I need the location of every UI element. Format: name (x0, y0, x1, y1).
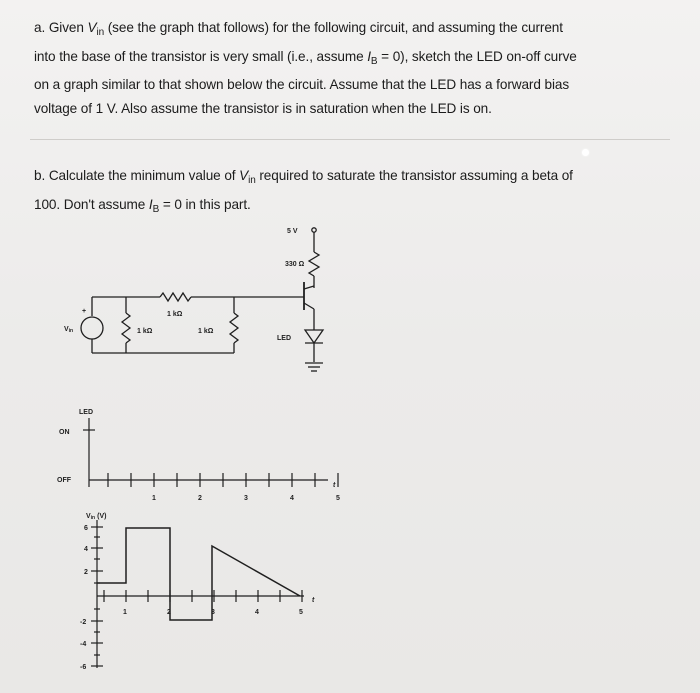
led-off-label: OFF (57, 477, 71, 484)
text-segment: voltage of 1 V. Also assume the transistor is in saturation when the LED is on. (34, 100, 492, 116)
math-sub: B (152, 203, 160, 215)
led-x-tick-label: 3 (244, 495, 248, 502)
vin-x-tick-label: 4 (255, 609, 259, 616)
led-on-label: ON (59, 429, 70, 436)
led-x-tick-label: 5 (336, 495, 340, 502)
text-segment: = 0), sketch the LED on-off curve (377, 48, 577, 64)
led-graph-t-label: t (333, 482, 336, 489)
vin-x-tick-label: 3 (211, 609, 215, 616)
math-sub: in (248, 175, 256, 186)
math-sub: B (370, 55, 378, 67)
math-var: $I_B$ (148, 196, 160, 215)
text-segment: on a graph similar to that shown below the circuit. Assume that the LED has a forward bias (34, 77, 570, 93)
text-segment: b. Calculate the minimum value of (34, 168, 240, 183)
text-segment: a. Given (34, 20, 88, 35)
text-segment: = 0 in this part. (159, 196, 251, 212)
math-var: $V_{in}$ (87, 20, 105, 38)
text-segment: required to saturate the transistor assuming a beta of (255, 168, 573, 183)
collector-resistor-label: 330 Ω (285, 261, 305, 268)
text-segment: (see the graph that follows) for the following circuit, and assuming the current (104, 20, 563, 35)
shunt-resistor-1-label: 1 kΩ (137, 328, 153, 335)
vin-x-tick-label: 5 (299, 609, 303, 616)
vin-graph-t-label: t (312, 597, 315, 604)
vin-graph-title: Vin (V) (86, 513, 107, 521)
source-label: Vin (64, 326, 74, 334)
vin-y-tick-label: 2 (84, 569, 88, 576)
math-sub: in (96, 27, 105, 38)
vin-waveform (97, 528, 300, 620)
text-segment: into the base of the transistor is very small (i.e., assume (34, 48, 368, 64)
supply-label: 5 V (287, 228, 298, 235)
base-resistor-label: 1 kΩ (167, 311, 183, 318)
math-var: $V_{in}$ (239, 168, 256, 186)
led-label: LED (277, 335, 291, 342)
shunt-resistor-2-label: 1 kΩ (198, 328, 214, 335)
vin-y-tick-label: 6 (84, 525, 88, 532)
led-x-tick-label: 1 (152, 495, 156, 502)
led-x-tick-label: 2 (198, 495, 202, 502)
math-var: $I_B$ (367, 48, 378, 67)
vin-x-tick-label: 1 (123, 609, 127, 616)
source-plus-label: + (82, 308, 87, 315)
led-x-tick-label: 4 (290, 495, 294, 502)
vin-x-tick-label: 2 (167, 609, 171, 616)
vin-y-tick-label: -6 (80, 664, 87, 671)
text-segment: 100. Don't assume (34, 196, 149, 212)
vin-y-tick-label: -4 (80, 641, 87, 648)
vin-y-tick-label: 4 (84, 546, 88, 553)
vin-y-tick-label: -2 (80, 619, 87, 626)
led-graph-title: LED (79, 409, 93, 416)
